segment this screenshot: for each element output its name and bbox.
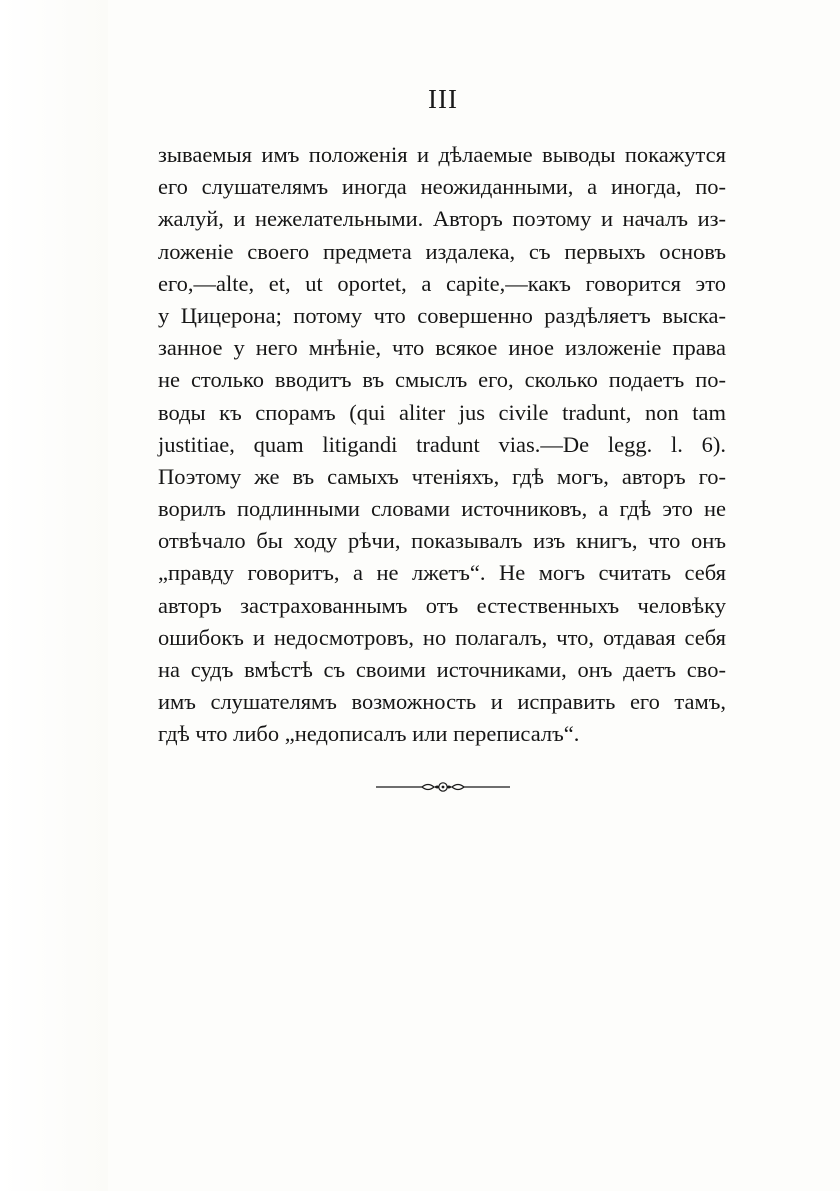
text-line: не столько вводитъ въ смыслъ его, сколько подаетъ по- xyxy=(158,367,726,393)
text-line: имъ слушателямъ возможность и исправить его тамъ, xyxy=(158,689,726,715)
fleuron-divider-icon xyxy=(376,778,510,796)
text-line: его слушателямъ иногда неожиданными, а иногда, по- xyxy=(158,174,726,200)
text-line: ворилъ подлинными словами источниковъ, а гдѣ это не xyxy=(158,496,726,522)
text-line: занное у него мнѣніе, что всякое иное изложеніе права xyxy=(158,335,726,361)
text-line: „правду говоритъ, а не лжетъ“. Не могъ считать себя xyxy=(158,560,726,586)
text-line: отвѣчало бы ходу рѣчи, показывалъ изъ книгъ, что онъ xyxy=(158,528,726,554)
text-line: его,—alte, et, ut oportet, a capite,—какъ говорится это xyxy=(158,270,726,296)
text-line: на судъ вмѣстѣ съ своими источниками, онъ даетъ сво- xyxy=(158,657,726,682)
text-line: ложеніе своего предмета издалека, съ первыхъ основъ xyxy=(158,238,726,264)
scan-margin xyxy=(0,0,108,1191)
text-line-last: гдѣ что либо „недописалъ или переписалъ“. xyxy=(158,721,580,747)
text-line: justitiae, quam litigandi tradunt vias.—De legg. l. 6). xyxy=(158,431,726,457)
page-number: III xyxy=(428,84,458,114)
body-text xyxy=(158,139,726,751)
text-line: зываемыя имъ положенія и дѣлаемые выводы покажутся xyxy=(158,142,726,167)
text-line: воды къ спорамъ (qui aliter jus civile tradunt, non tam xyxy=(158,399,726,425)
text-line: у Цицерона; потому что совершенно раздѣляетъ выска- xyxy=(158,302,726,328)
text-line: ошибокъ и недосмотровъ, но полагалъ, что, отдавая себя xyxy=(158,624,726,650)
text-line: Поэтому же въ самыхъ чтеніяхъ, гдѣ могъ, авторъ го- xyxy=(158,463,726,489)
text-line: авторъ застрахованнымъ отъ естественныхъ человѣку xyxy=(158,592,726,618)
text-line: жалуй, и нежелательными. Авторъ поэтому и началъ из- xyxy=(158,206,726,232)
